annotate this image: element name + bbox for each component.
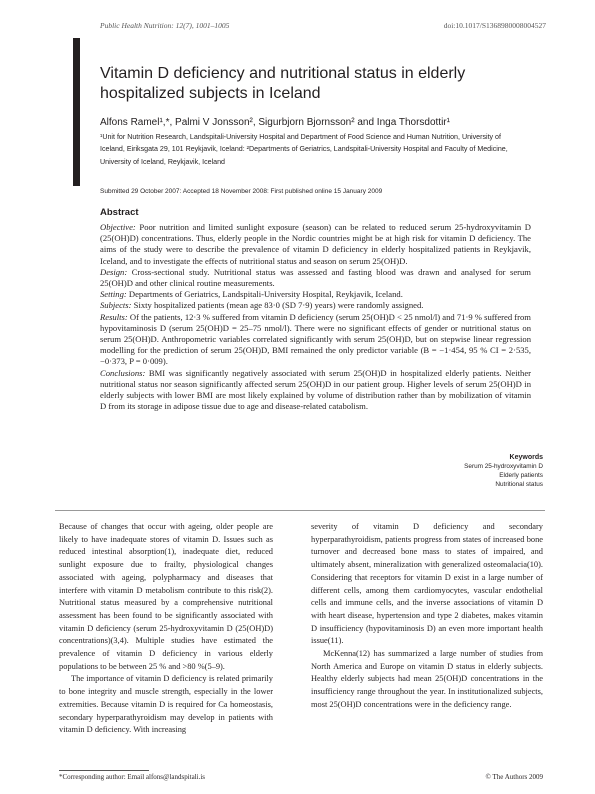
conclusions-text: BMI was significantly negatively associated with serum 25(OH)D in hospitalized elderly patients. Neither nutritional status nor season significantly affected serum 25(OH)D in our patient group. Higher levels of serum 25(OH)D in elderly subjects with lower BMI are most likely explained by volume of distribution rather than by mobilization of vitamin D from its storage in adipose tissue due to age and disease-related catabolism.: [100, 367, 531, 412]
design-text: Cross-sectional study. Nutritional status was assessed and fasting blood was drawn and analysed for serum 25(OH)D and other clinical routine measurements.: [100, 266, 531, 289]
keyword-item: Serum 25-hydroxyvitamin D: [464, 463, 543, 470]
objective-text: Poor nutrition and limited sunlight exposure (season) can be related to reduced serum 25-hydroxyvitamin D (25(OH)D) concentrations. Thus, elderly people in the Nordic countries might be at high risk for vitamin D deficiency. The aims of the study were to describe the prevalence of vitamin D deficiency in elderly hospitalized patients in Reykjavik, Iceland, and to investigate the effects of nutritional status and season on serum 25(OH)D.: [100, 222, 531, 266]
abstract-body: [100, 222, 531, 412]
body-paragraph: severity of vitamin D deficiency and secondary hyperparathyroidism, patients progress from states of increased bone turnover and decreased bone mass to states of impaired, and ultimately absent, mineralization with generalized osteomalacia(10). Considering that receptors for vitamin D exist in a large number of different cells, among them cardiomyocytes, vascular endothelial cells and immune cells, and the inverse associations of vitamin D with heart disease, hypertension and type 2 diabetes, makes vitamin D insufficiency (hypovitaminosis D) an even more important health issue(11).: [311, 522, 543, 646]
copyright: © The Authors 2009: [485, 773, 543, 781]
keyword-item: Elderly patients: [499, 472, 543, 479]
title-accent-bar: [73, 38, 80, 186]
corresponding-author-footnote: *Corresponding author: Email alfons@landspitali.is: [59, 773, 206, 781]
results-text: Of the patients, 12·3 % suffered from vitamin D deficiency (serum 25(OH)D < 25 nmol/l) and 71·9 % suffered from hypovitaminosis D (serum 25(OH)D = 25–75 nmol/l). There were no significant effects of gender or nutritional status on serum 25(OH)D. Anthropometric variables correlated significantly with serum 25(OH)D, but on stepwise linear regression modelling for the prediction of serum 25(OH)D, BMI remained the only predictor variable (B = −1·454, 95 % CI = 2·535, −0·373, P = 0·009).: [100, 311, 531, 367]
subjects-label: Subjects:: [100, 300, 132, 311]
author-list: Alfons Ramel¹,*, Palmi V Jonsson², Sigurbjorn Bjornsson² and Inga Thorsdottir¹: [100, 117, 450, 128]
results-label: Results:: [100, 311, 128, 322]
subjects-text: Sixty hospitalized patients (mean age 83·0 (SD 7·9) years) were randomly assigned.: [131, 300, 424, 311]
body-paragraph: The importance of vitamin D deficiency is related primarily to bone integrity and muscle strength, especially in the lower extremities. Because vitamin D is required for Ca homeostasis, secondary hyperparathyroidism may develop in patients with vitamin D deficiency. With increasing: [59, 674, 273, 735]
doi: doi:10.1017/S1368980008004527: [443, 21, 546, 30]
body-paragraph: Because of changes that occur with ageing, older people are likely to have inadequate stores of vitamin D. Issues such as reduced intestinal absorption(1), inadequate diet, reduced sunlight exposure due to frailty, physiological changes associated with ageing, polypharmacy and diseases that interfere with vitamin D metabolism contribute to this risk(2). Nutritional status measured by a comprehensive nutritional assessment has been found to be significantly associated with vitamin D deficiency (serum 25-hydroxyvitamin D (25(OH)D) concentrations)(3,4). Multiple studies have estimated the prevalence of vitamin D deficiency in various elderly populations to be between 25 % and >80 %(5–9).: [59, 522, 273, 671]
affiliations: ¹Unit for Nutrition Research, Landspitali-University Hospital and Department of Food Science and Human Nutrition, University of Iceland, Eiriksgata 29, 101 Reykjavik, Iceland: ²Departments of Geriatrics, Landspitali-University Hospital and Faculty of Medicine, University of Iceland, Reykjavik, Iceland: [100, 133, 508, 166]
design-label: Design:: [100, 266, 128, 277]
keywords-box: [464, 453, 543, 489]
body-paragraph: McKenna(12) has summarized a large number of studies from North America and Europe on vitamin D status in elderly subjects. Healthy elderly subjects had mean 25(OH)D concentrations in the insufficiency range throughout the year. In institutionalized subjects, most 25(OH)D concentrations were in the deficiency range.: [311, 649, 543, 709]
body-column-left: [59, 521, 273, 737]
setting-text: Departments of Geriatrics, Landspitali-University Hospital, Reykjavik, Iceland.: [126, 289, 403, 300]
article-title: Vitamin D deficiency and nutritional status in elderly hospitalized subjects in Iceland: [100, 65, 466, 102]
setting-label: Setting:: [100, 289, 127, 300]
conclusions-label: Conclusions:: [100, 367, 146, 378]
keyword-item: Nutritional status: [495, 481, 543, 488]
section-divider: [55, 510, 545, 511]
abstract-heading: Abstract: [100, 207, 139, 218]
running-head: Public Health Nutrition: 12(7), 1001–1005: [100, 21, 230, 30]
submission-dates: Submitted 29 October 2007: Accepted 18 November 2008: First published online 15 January 2009: [100, 188, 383, 195]
footnote-rule: [59, 770, 149, 771]
keywords-heading: Keywords: [509, 454, 543, 461]
body-column-right: [311, 521, 543, 712]
objective-label: Objective:: [100, 222, 136, 232]
